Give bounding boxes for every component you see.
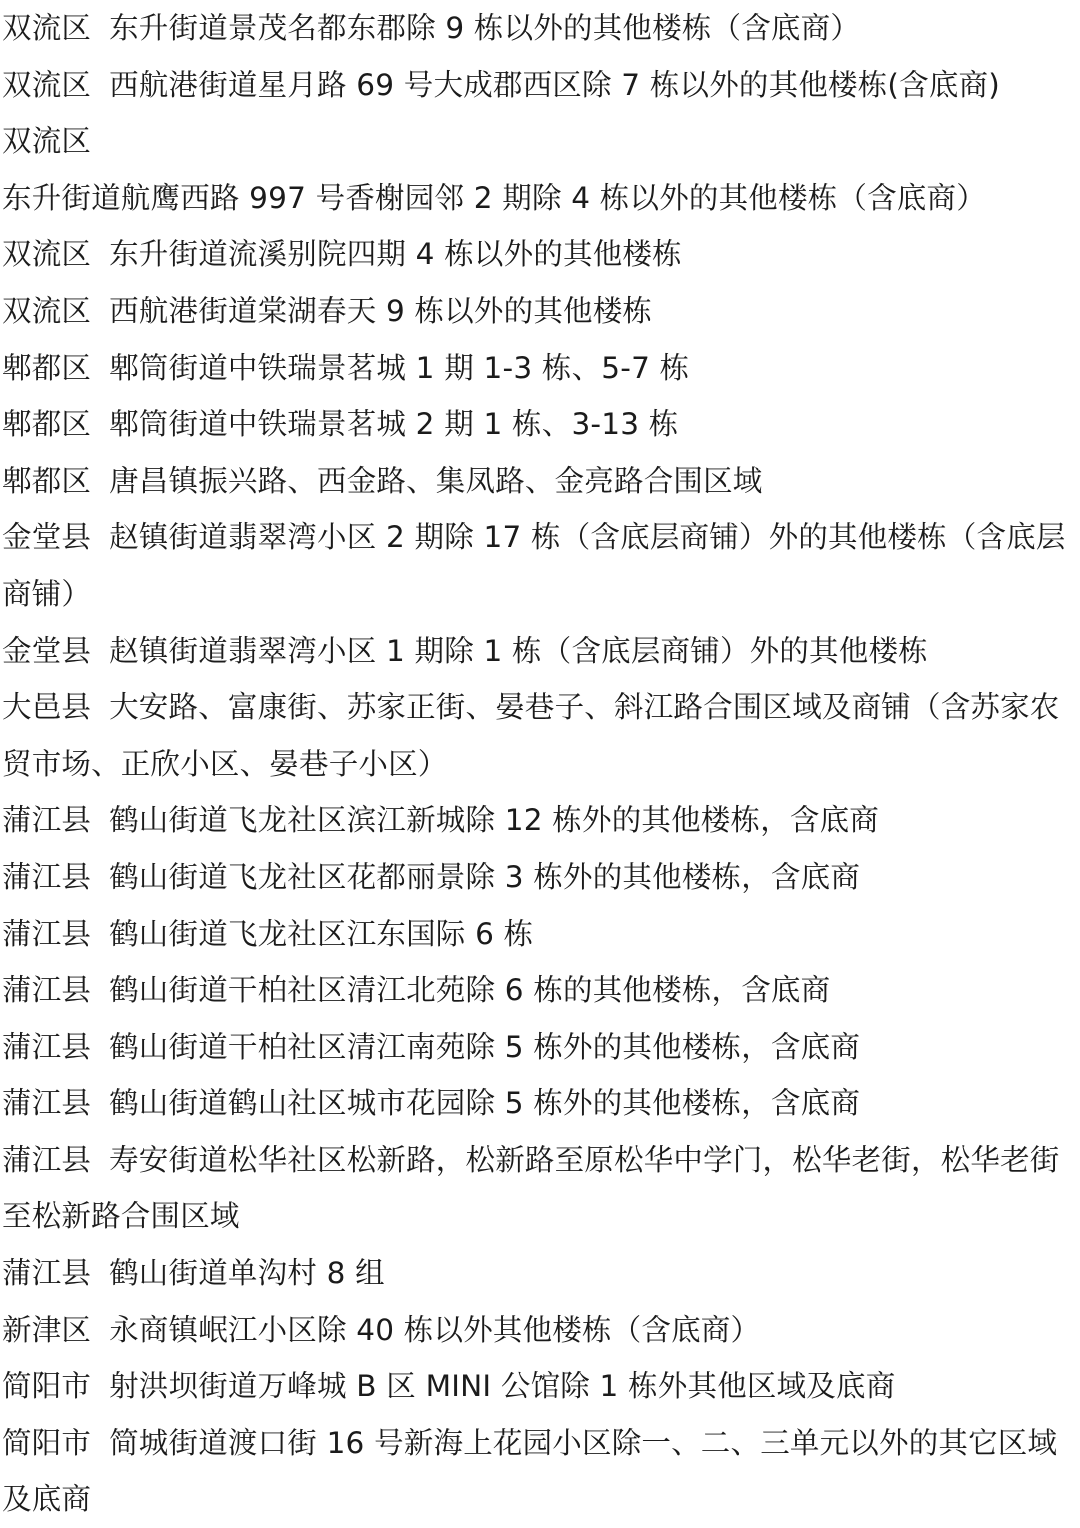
list-item — [2, 283, 1080, 340]
list-item — [2, 113, 1080, 226]
area-description: 赵镇街道翡翠湾小区 2 期除 17 栋（含底层商铺）外的其他楼栋（含底层商铺） — [2, 520, 1066, 611]
district-name: 双流区 — [2, 67, 92, 102]
list-item — [2, 1245, 1080, 1302]
district-name: 双流区 — [2, 11, 92, 45]
district-name: 蒲江县 — [2, 1086, 92, 1121]
district-name: 蒲江县 — [2, 1256, 92, 1291]
list-item — [2, 0, 1080, 57]
district-name: 郫都区 — [2, 350, 92, 385]
area-description: 鹤山街道干柏社区清江北苑除 6 栋的其他楼栋，含底商 — [109, 973, 831, 1008]
list-item — [2, 679, 1080, 792]
area-description: 西航港街道棠湖春天 9 栋以外的其他楼栋 — [109, 293, 653, 328]
area-description: 唐昌镇振兴路、西金路、集凤路、金亮路合围区域 — [109, 463, 763, 498]
list-item — [2, 1132, 1080, 1245]
district-list — [2, 0, 1080, 1528]
list-item — [2, 1019, 1080, 1076]
list-item — [2, 906, 1080, 963]
district-name: 蒲江县 — [2, 859, 92, 894]
district-name: 金堂县 — [2, 633, 92, 668]
area-description: 东升街道流溪别院四期 4 栋以外的其他楼栋 — [109, 237, 682, 272]
district-name: 双流区 — [2, 237, 92, 272]
district-name: 蒲江县 — [2, 1029, 92, 1064]
list-item — [2, 849, 1080, 906]
list-item — [2, 1075, 1080, 1132]
list-item — [2, 792, 1080, 849]
list-item — [2, 396, 1080, 453]
district-name: 郫都区 — [2, 463, 92, 498]
area-description: 大安路、富康街、苏家正街、晏巷子、斜江路合围区域及商铺（含苏家农贸市场、正欣小区、晏巷子小区） — [2, 690, 1060, 781]
list-item — [2, 453, 1080, 510]
list-item — [2, 226, 1080, 283]
district-name: 新津区 — [2, 1312, 92, 1347]
list-item — [2, 1415, 1080, 1528]
area-description: 赵镇街道翡翠湾小区 1 期除 1 栋（含底层商铺）外的其他楼栋 — [109, 633, 928, 668]
district-name: 简阳市 — [2, 1425, 92, 1460]
list-item — [2, 57, 1080, 114]
area-description: 郫筒街道中铁瑞景茗城 2 期 1 栋、3-13 栋 — [109, 407, 679, 442]
list-item — [2, 340, 1080, 397]
district-name: 蒲江县 — [2, 916, 92, 951]
list-item — [2, 509, 1080, 622]
area-description: 寿安街道松华社区松新路，松新路至原松华中学门，松华老街，松华老街至松新路合围区域 — [2, 1142, 1060, 1234]
area-description: 郫筒街道中铁瑞景茗城 1 期 1-3 栋、5-7 栋 — [109, 350, 690, 385]
area-description: 鹤山街道鹤山社区城市花园除 5 栋外的其他楼栋，含底商 — [109, 1086, 861, 1121]
district-name: 蒲江县 — [2, 803, 92, 838]
area-description: 永商镇岷江小区除 40 栋以外其他楼栋（含底商） — [109, 1312, 761, 1347]
district-name: 双流区 — [2, 124, 92, 159]
district-name: 金堂县 — [2, 520, 92, 555]
district-name: 双流区 — [2, 293, 92, 328]
list-item — [2, 962, 1080, 1019]
district-name: 蒲江县 — [2, 973, 92, 1008]
district-name: 郫都区 — [2, 407, 92, 442]
area-description: 射洪坝街道万峰城 B 区 MINI 公馆除 1 栋外其他区域及底商 — [109, 1369, 896, 1404]
area-description: 鹤山街道飞龙社区江东国际 6 栋 — [109, 916, 534, 951]
area-description: 鹤山街道飞龙社区花都丽景除 3 栋外的其他楼栋，含底商 — [109, 859, 861, 894]
district-name: 蒲江县 — [2, 1142, 92, 1177]
area-description: 鹤山街道单沟村 8 组 — [109, 1256, 385, 1291]
area-description: 东升街道景茂名都东郡除 9 栋以外的其他楼栋（含底商） — [109, 11, 861, 45]
district-name: 简阳市 — [2, 1369, 92, 1404]
list-item — [2, 623, 1080, 680]
list-item — [2, 1358, 1080, 1415]
area-description: 鹤山街道飞龙社区滨江新城除 12 栋外的其他楼栋，含底商 — [109, 803, 880, 838]
area-description: 鹤山街道干柏社区清江南苑除 5 栋外的其他楼栋，含底商 — [109, 1029, 861, 1064]
district-name: 大邑县 — [2, 690, 92, 725]
area-description: 简城街道渡口街 16 号新海上花园小区除一、二、三单元以外的其它区域及底商 — [2, 1425, 1058, 1517]
area-description: 西航港街道星月路 69 号大成郡西区除 7 栋以外的其他楼栋(含底商) — [109, 67, 1000, 102]
list-item — [2, 1302, 1080, 1359]
area-description: 东升街道航鹰西路 997 号香榭园邻 2 期除 4 栋以外的其他楼栋（含底商） — [2, 180, 986, 215]
